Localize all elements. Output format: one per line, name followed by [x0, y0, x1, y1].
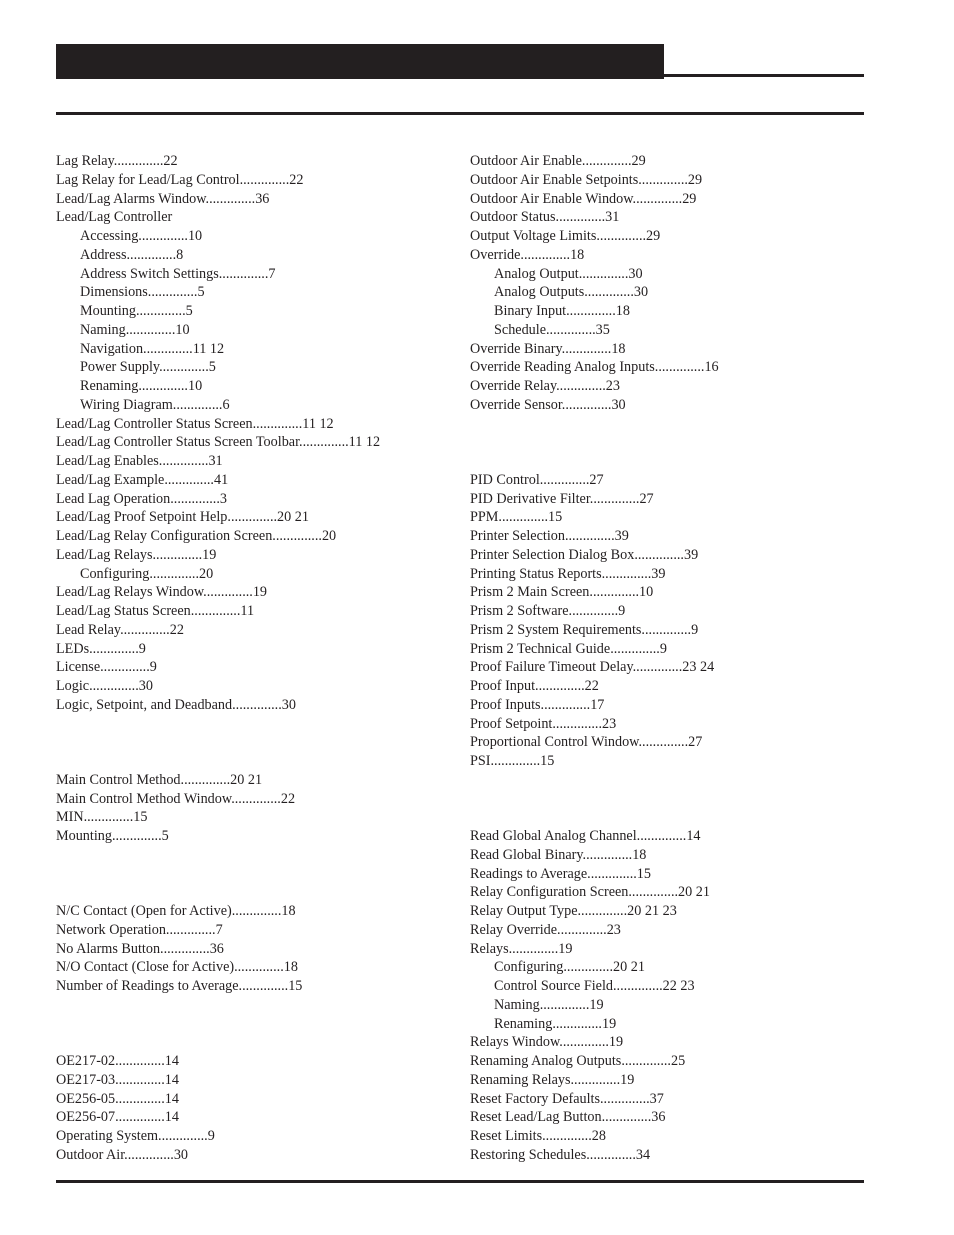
index-entry: Proof Failure Timeout Delay..............23 24: [470, 659, 715, 676]
index-entry: Prism 2 System Requirements..............9: [470, 621, 699, 638]
index-entry: License..............9: [56, 659, 157, 676]
index-entry: Operating System..............9: [56, 1128, 215, 1144]
index-section-gap: [470, 771, 864, 790]
index-subentry: Renaming..............10: [80, 378, 203, 394]
index-entry: Printer Selection..............39: [470, 528, 629, 544]
index-entry: Lead/Lag Relays Window..............19: [56, 584, 268, 601]
index-subentry: Naming..............10: [80, 321, 190, 338]
index-entry: Reset Lead/Lag Button..............36: [470, 1109, 666, 1126]
index-entry: Proof Setpoint..............23: [470, 715, 617, 732]
index-entry: Relays..............19: [470, 940, 573, 957]
index-entry: Readings to Average..............15: [470, 865, 651, 882]
index-entry: Relay Configuration Screen..............20 21: [470, 884, 710, 901]
index-subentry: Control Source Field..............22 23: [494, 978, 695, 994]
index-entry: Override Sensor..............30: [470, 396, 626, 413]
index-entry: OE217-03..............14: [56, 1071, 179, 1088]
index-entry: Override Relay..............23: [470, 378, 620, 394]
index-entry: OE217-02..............14: [56, 1053, 179, 1069]
index-subentry: Navigation..............11 12: [80, 340, 225, 357]
index-section-gap: [56, 715, 456, 734]
index-entry: PID Control..............27: [470, 471, 604, 488]
index-entry: Outdoor Air..............30: [56, 1146, 189, 1163]
index-entry: Logic..............30: [56, 678, 153, 694]
index-entry: Lead/Lag Example..............41: [56, 471, 229, 488]
index-subentry: Naming..............19: [494, 996, 604, 1013]
index-entry: Lead/Lag Enables..............31: [56, 453, 223, 469]
index-entry: Proportional Control Window..............27: [470, 734, 703, 751]
index-section-gap: [470, 808, 864, 827]
index-entry: LEDs..............9: [56, 640, 146, 657]
index-subentry: Accessing..............10: [80, 228, 203, 244]
index-subentry: Address..............8: [80, 246, 184, 263]
index-section-gap: [56, 865, 456, 884]
index-entry: Proof Inputs..............17: [470, 696, 605, 713]
index-entry: PSI..............15: [470, 753, 555, 769]
index-entry: N/C Contact (Open for Active)..............18: [56, 903, 296, 919]
index-section-gap: [56, 996, 456, 1015]
index-subentry: Analog Output..............30: [494, 265, 643, 282]
index-entry: N/O Contact (Close for Active)..............18: [56, 959, 298, 976]
index-entry: Lead/Lag Proof Setpoint Help..............20 21: [56, 509, 309, 526]
index-subentry: Schedule..............35: [494, 321, 610, 338]
index-section-gap: [470, 415, 864, 434]
index-entry: Renaming Analog Outputs..............25: [470, 1053, 686, 1069]
header-bar: [56, 44, 664, 79]
index-section-gap: [56, 733, 456, 752]
header-rule: [56, 112, 864, 115]
footer-rule: [56, 1180, 864, 1183]
index-entry: Override..............18: [470, 246, 585, 263]
index-column-right: [470, 152, 864, 1165]
index-section-gap: [56, 752, 456, 771]
index-entry: Printer Selection Dialog Box..............39: [470, 546, 699, 563]
index-entry: MIN..............15: [56, 809, 148, 826]
index-entry: Lead/Lag Alarms Window..............36: [56, 190, 270, 207]
index-entry: Printing Status Reports..............39: [470, 565, 666, 582]
index-subentry: Configuring..............20 21: [494, 959, 645, 976]
index-section-gap: [56, 1015, 456, 1034]
index-section-gap: [56, 1033, 456, 1052]
index-entry: Main Control Method..............20 21: [56, 771, 263, 788]
index-subentry: Dimensions..............5: [80, 284, 205, 301]
index-entry: Mounting..............5: [56, 828, 169, 844]
index-entry: Proof Input..............22: [470, 678, 599, 694]
index-entry: Renaming Relays..............19: [470, 1071, 635, 1088]
index-entry: OE256-07..............14: [56, 1109, 179, 1126]
index-entry: Relay Override..............23: [470, 921, 621, 938]
index-entry: Restoring Schedules..............34: [470, 1146, 651, 1163]
index-entry: Prism 2 Software..............9: [470, 603, 626, 619]
index-section-gap: [56, 846, 456, 865]
index-entry: Lead/Lag Controller Status Screen Toolbar..............11 12: [56, 434, 381, 451]
index-entry: Prism 2 Main Screen..............10: [470, 584, 654, 601]
index-entry: Main Control Method Window..............22: [56, 790, 296, 807]
index-section-gap: [470, 452, 864, 471]
index-entry: Read Global Analog Channel..............14: [470, 828, 701, 844]
index-entry: Override Binary..............18: [470, 340, 626, 357]
index-subentry: Binary Input..............18: [494, 303, 630, 319]
index-entry: PID Derivative Filter..............27: [470, 490, 654, 507]
index-subentry: Renaming..............19: [494, 1015, 617, 1032]
index-section-gap: [56, 883, 456, 902]
index-entry: PPM..............15: [470, 509, 563, 526]
index-entry: Outdoor Air Enable..............29: [470, 153, 646, 169]
index-entry: Number of Readings to Average..............15: [56, 978, 303, 994]
index-entry: OE256-05..............14: [56, 1090, 179, 1107]
index-entry: Lead/Lag Controller: [56, 209, 173, 226]
index-entry: Lead/Lag Relays..............19: [56, 546, 217, 563]
index-entry: Prism 2 Technical Guide..............9: [470, 640, 667, 657]
index-entry: Lead/Lag Relay Configuration Screen..............20: [56, 528, 337, 544]
index-entry: Relay Output Type..............20 21 23: [470, 903, 677, 919]
index-section-gap: [470, 790, 864, 809]
index-subentry: Power Supply..............5: [80, 359, 216, 376]
index-section-gap: [470, 433, 864, 452]
index-entry: Logic, Setpoint, and Deadband..............30: [56, 696, 296, 713]
index-entry: Lead/Lag Controller Status Screen..............11 12: [56, 415, 334, 432]
index-entry: Outdoor Air Enable Setpoints..............29: [470, 171, 703, 188]
index-subentry: Address Switch Settings..............7: [80, 265, 276, 282]
index-subentry: Analog Outputs..............30: [494, 284, 649, 301]
index-subentry: Wiring Diagram..............6: [80, 396, 230, 413]
index-entry: Reset Limits..............28: [470, 1128, 606, 1144]
index-entry: Output Voltage Limits..............29: [470, 228, 661, 244]
header-rule-short: [664, 74, 864, 77]
index-subentry: Configuring..............20: [80, 565, 214, 582]
index-entry: Lag Relay..............22: [56, 153, 178, 169]
index-subentry: Mounting..............5: [80, 303, 193, 319]
index-entry: Lead/Lag Status Screen..............11: [56, 603, 255, 619]
index-entry: Read Global Binary..............18: [470, 846, 647, 863]
index-entry: Network Operation..............7: [56, 921, 223, 938]
index-entry: Reset Factory Defaults..............37: [470, 1090, 664, 1107]
index-entry: Lead Lag Operation..............3: [56, 490, 227, 507]
index-entry: Outdoor Air Enable Window..............29: [470, 190, 697, 207]
index-column-left: [56, 152, 456, 1165]
index-entry: Relays Window..............19: [470, 1034, 624, 1051]
index-entry: No Alarms Button..............36: [56, 940, 224, 957]
index-entry: Outdoor Status..............31: [470, 209, 620, 226]
index-entry: Lag Relay for Lead/Lag Control..............22: [56, 171, 304, 188]
index-entry: Lead Relay..............22: [56, 621, 184, 638]
index-entry: Override Reading Analog Inputs..............16: [470, 359, 719, 376]
